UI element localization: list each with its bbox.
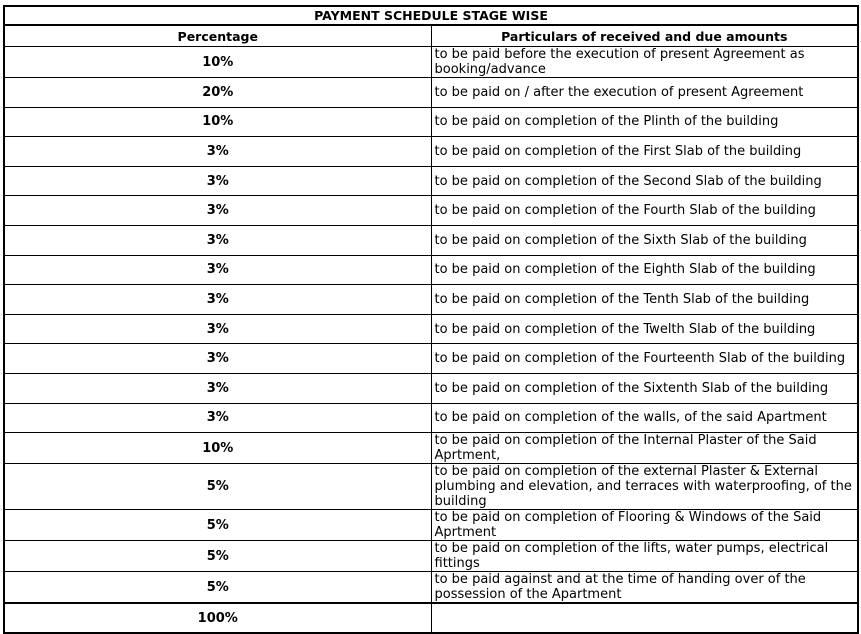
particulars-cell: to be paid on completion of the Tenth Slab of the building [431,285,858,315]
percentage-cell: 3% [4,344,431,374]
header-particulars: Particulars of received and due amounts [431,25,858,47]
percentage-cell: 3% [4,373,431,403]
particulars-cell: to be paid on completion of the Eighth Slab of the building [431,255,858,285]
table-row [4,541,858,572]
percentage-cell: 10% [4,107,431,137]
particulars-cell: to be paid before the execution of present Agreement as booking/advance [431,47,858,78]
table-row [4,225,858,255]
table-row [4,166,858,196]
percentage-cell: 5% [4,464,431,510]
particulars-cell: to be paid on completion of the Sixtenth Slab of the building [431,373,858,403]
percentage-cell: 3% [4,285,431,315]
particulars-cell: to be paid against and at the time of handing over of the possession of the Apartment [431,572,858,604]
table-row [4,572,858,604]
table-row [4,196,858,226]
table-row [4,255,858,285]
table-row [4,433,858,464]
particulars-cell: to be paid on completion of the Plinth of the building [431,107,858,137]
percentage-cell: 3% [4,137,431,167]
particulars-cell: to be paid on completion of the Sixth Slab of the building [431,225,858,255]
table-row [4,373,858,403]
particulars-cell: to be paid on completion of the walls, of the said Apartment [431,403,858,433]
percentage-cell: 5% [4,541,431,572]
percentage-cell: 5% [4,572,431,604]
total-row [4,603,858,633]
percentage-cell: 3% [4,196,431,226]
percentage-cell: 3% [4,225,431,255]
particulars-cell: to be paid on completion of the Fourteenth Slab of the building [431,344,858,374]
particulars-cell: to be paid on completion of the Second Slab of the building [431,166,858,196]
percentage-cell: 5% [4,510,431,541]
percentage-cell: 3% [4,403,431,433]
percentage-cell: 10% [4,433,431,464]
particulars-cell: to be paid on completion of the lifts, water pumps, electrical fittings [431,541,858,572]
table-row [4,137,858,167]
particulars-cell: to be paid on completion of the Twelth Slab of the building [431,314,858,344]
table-title: PAYMENT SCHEDULE STAGE WISE [4,6,858,25]
title-row [4,6,858,25]
table-row [4,47,858,78]
table-row [4,510,858,541]
table-row [4,285,858,315]
percentage-cell: 3% [4,314,431,344]
particulars-cell: to be paid on completion of the external Plaster & External plumbing and elevation, and terraces with waterproofing, of the building [431,464,858,510]
table-row [4,464,858,510]
header-percentage: Percentage [4,25,431,47]
table-row [4,314,858,344]
percentage-cell: 3% [4,166,431,196]
total-percentage: 100% [4,603,431,633]
table-row [4,107,858,137]
particulars-cell: to be paid on completion of Flooring & Windows of the Said Aprtment [431,510,858,541]
particulars-cell: to be paid on / after the execution of present Agreement [431,78,858,108]
particulars-cell: to be paid on completion of the Fourth Slab of the building [431,196,858,226]
table-row [4,344,858,374]
particulars-cell: to be paid on completion of the Internal Plaster of the Said Aprtment, [431,433,858,464]
total-particulars [431,603,858,633]
header-row [4,25,858,47]
percentage-cell: 10% [4,47,431,78]
table-row [4,403,858,433]
particulars-cell: to be paid on completion of the First Slab of the building [431,137,858,167]
table-row [4,78,858,108]
percentage-cell: 3% [4,255,431,285]
payment-schedule-table [3,5,859,634]
percentage-cell: 20% [4,78,431,108]
